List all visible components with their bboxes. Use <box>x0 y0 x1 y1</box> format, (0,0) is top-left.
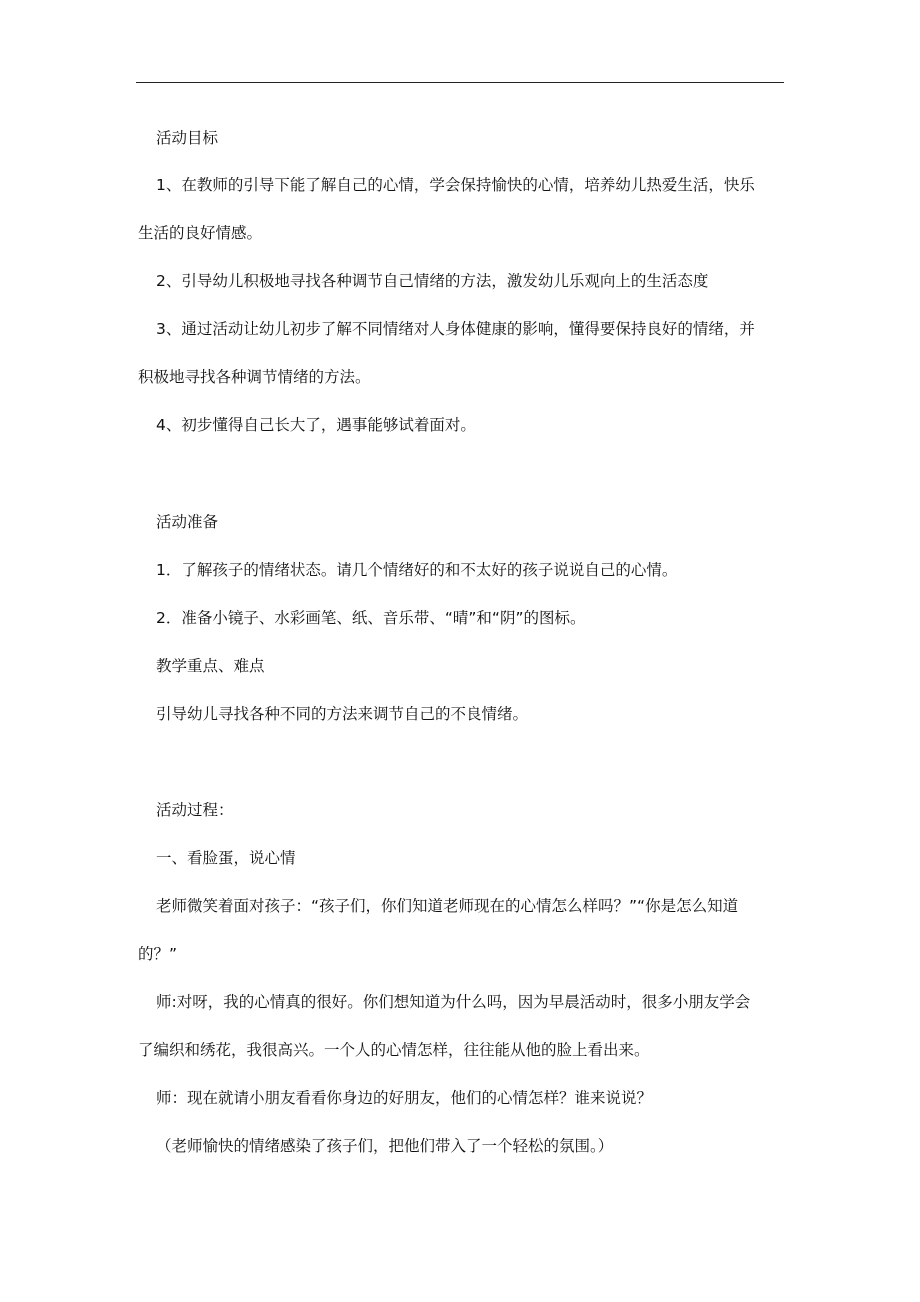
goal-3-line-1: 3、通过活动让幼儿初步了解不同情绪对人身体健康的影响，懂得要保持良好的情绪，并 <box>156 320 755 338</box>
goal-2: 2、引导幼儿积极地寻找各种调节自己情绪的方法，激发幼儿乐观向上的生活态度 <box>156 272 709 290</box>
header-rule <box>136 82 784 83</box>
goal-1-line-2: 生活的良好情感。 <box>138 224 263 242</box>
process-paragraph-2-line-1: 师:对呀，我的心情真的很好。你们想知道为什么吗，因为早晨活动时，很多小朋友学会 <box>156 993 751 1011</box>
preparation-2: 2．准备小镜子、水彩画笔、纸、音乐带、“晴”和“阴”的图标。 <box>156 609 586 627</box>
section-heading-goals: 活动目标 <box>156 129 219 147</box>
goal-4: 4、初步懂得自己长大了，遇事能够试着面对。 <box>156 416 476 434</box>
process-paragraph-4: （老师愉快的情绪感染了孩子们，把他们带入了一个轻松的氛围。） <box>156 1137 614 1155</box>
section-heading-preparation: 活动准备 <box>156 513 219 531</box>
section-heading-process: 活动过程： <box>156 801 234 819</box>
section-heading-key-points: 教学重点、难点 <box>156 657 265 675</box>
process-paragraph-3: 师：现在就请小朋友看看你身边的好朋友，他们的心情怎样？谁来说说？ <box>156 1089 653 1107</box>
process-paragraph-2-line-2: 了编织和绣花，我很高兴。一个人的心情怎样，往往能从他的脸上看出来。 <box>138 1041 650 1059</box>
preparation-1: 1．了解孩子的情绪状态。请几个情绪好的和不太好的孩子说说自己的心情。 <box>156 561 678 579</box>
process-paragraph-1-line-1: 老师微笑着面对孩子：“孩子们，你们知道老师现在的心情怎么样吗？”“你是怎么知道 <box>156 897 739 915</box>
goal-1-line-1: 1、在教师的引导下能了解自己的心情，学会保持愉快的心情，培养幼儿热爱生活，快乐 <box>156 176 755 194</box>
key-points-text: 引导幼儿寻找各种不同的方法来调节自己的不良情绪。 <box>156 705 529 723</box>
goal-3-line-2: 积极地寻找各种调节情绪的方法。 <box>138 368 371 386</box>
process-step-1-heading: 一、看脸蛋，说心情 <box>156 849 296 867</box>
process-paragraph-1-line-2: 的？” <box>138 945 178 963</box>
